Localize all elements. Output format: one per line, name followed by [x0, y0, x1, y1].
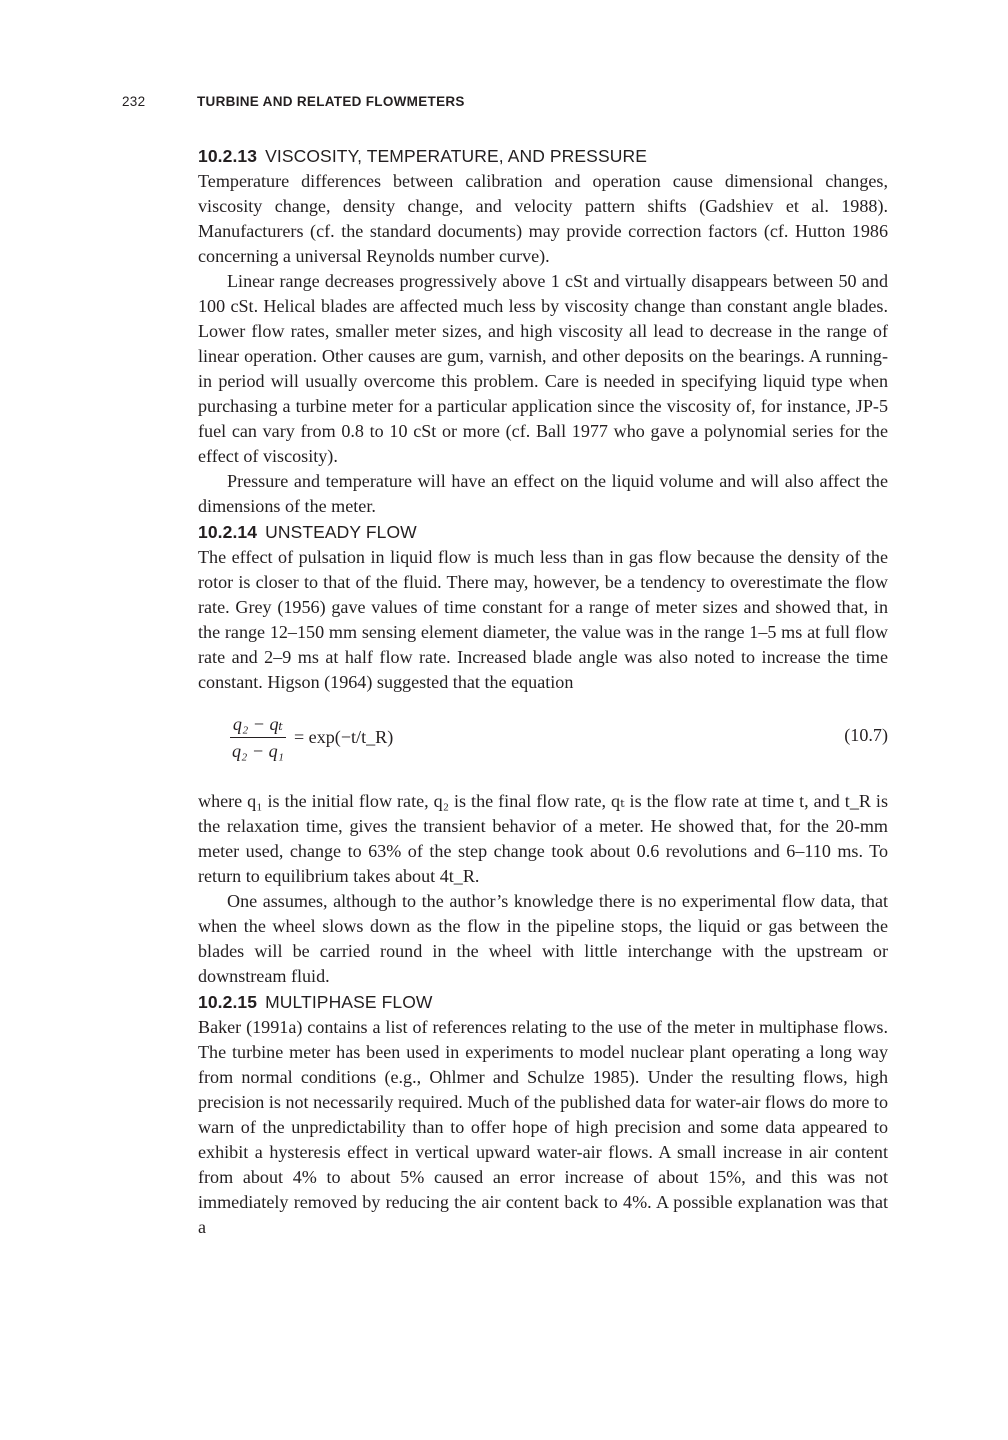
section-number: 10.2.15	[198, 992, 258, 1012]
running-title: TURBINE AND RELATED FLOWMETERS	[197, 94, 465, 109]
equation-numerator: q₂ − qₜ	[232, 714, 284, 734]
paragraph: Linear range decreases progressively above 1 cSt and virtually disappears between 50 and 100 cSt. Helical blades are affected much less by viscosity change than constant angle blades. Lower flow rates, smaller meter sizes, and high viscosity all lead to decrease in the range of linear operation. Other causes are gum, varnish, and other deposits on the bearings. A running-in period will usually overcome this problem. Care is needed in specifying liquid type when purchasing a turbine meter for a particular application since the viscosity of, for instance, JP-5 fuel can vary from 0.8 to 10 cSt or more (cf. Ball 1977 who gave a polynomial series for the effect of viscosity).	[198, 271, 888, 466]
section-title: VISCOSITY, TEMPERATURE, AND PRESSURE	[265, 146, 647, 166]
section-heading-10-2-15	[198, 989, 888, 1015]
paragraph: where q₁ is the initial flow rate, q₂ is the final flow rate, qₜ is the flow rate at time t, and t_R is the relaxation time, gives the transient behavior of a meter. He showed that, for the 20-mm meter used, change to 63% of the step change took about 0.6 revolutions and 6–110 ms. To return to equilibrium takes about 4t_R.	[198, 791, 888, 886]
equation-body	[230, 713, 393, 762]
section-heading-10-2-14	[198, 519, 888, 545]
equation-denominator: q₂ − q₁	[232, 741, 284, 761]
equation-fraction	[230, 713, 286, 762]
page-body	[198, 143, 888, 1240]
running-header	[122, 94, 892, 116]
section-title: MULTIPHASE FLOW	[265, 992, 433, 1012]
paragraph: Baker (1991a) contains a list of references relating to the use of the meter in multiphase flows. The turbine meter has been used in experiments to model nuclear plant operating a long way from normal conditions (e.g., Ohlmer and Schulze 1985). Under the resulting flows, high precision is not necessarily required. Much of the published data for water-air flows do more to warn of the unpredictability than to offer hope of high precision and some data appeared to exhibit a hysteresis effect in vertical upward water-air flows. A small increase in air content from about 4% to about 5% caused an error increase of about 15%, and this was not immediately removed by reducing the air content back to 4%. A possible explanation was that a	[198, 1017, 889, 1237]
paragraph: The effect of pulsation in liquid flow is much less than in gas flow because the density of the rotor is closer to that of the fluid. There may, however, be a tendency to overestimate the flow rate. Grey (1956) gave values of time constant for a range of meter sizes and showed that, in the range 12–150 mm sensing element diameter, the value was in the range 1–5 ms at full flow rate and 2–9 ms at half flow rate. Increased blade angle was also noted to increase the time constant. Higson (1964) suggested that the equation	[198, 547, 888, 692]
paragraph: Pressure and temperature will have an effect on the liquid volume and will also affect the dimensions of the meter.	[198, 471, 888, 516]
equation-rhs: = exp(−t/t_R)	[293, 727, 394, 747]
equation-10-7	[198, 709, 888, 773]
section-number: 10.2.13	[198, 146, 258, 166]
paragraph: One assumes, although to the author’s knowledge there is no experimental flow data, that when the wheel slows down as the flow in the pipeline stops, the liquid or gas between the blades will be carried round in the wheel with little interchange with the upstream or downstream fluid.	[198, 891, 888, 986]
equation-number: (10.7)	[844, 725, 888, 745]
page-number: 232	[122, 94, 146, 109]
section-title: UNSTEADY FLOW	[265, 522, 417, 542]
section-heading-10-2-13	[198, 143, 888, 169]
section-number: 10.2.14	[198, 522, 258, 542]
paragraph: Temperature differences between calibration and operation cause dimensional changes, viscosity change, density change, and velocity pattern shifts (Gadshiev et al. 1988). Manufacturers (cf. the standard documents) may provide correction factors (cf. Hutton 1986 concerning a universal Reynolds number curve).	[198, 171, 888, 266]
